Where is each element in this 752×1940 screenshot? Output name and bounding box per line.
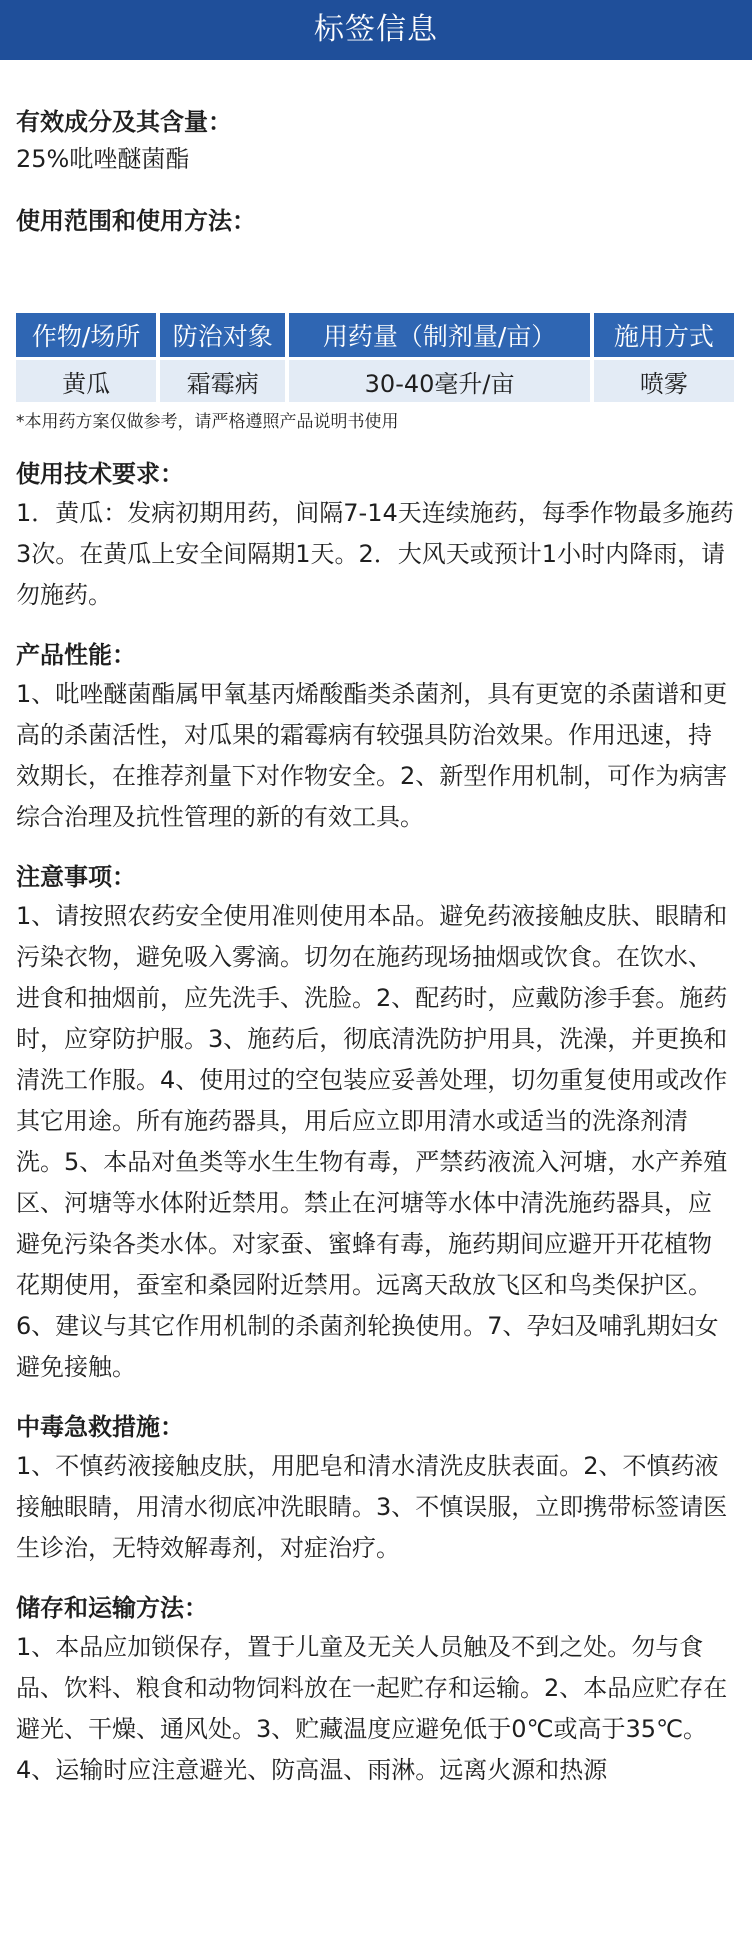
cell-method: 喷雾 (594, 360, 734, 402)
label-content (0, 105, 752, 1791)
usage-note: *本用药方案仅做参考，请严格遵照产品说明书使用 (16, 412, 399, 432)
first-aid-text: 1、不慎药液接触皮肤，用肥皂和清水清洗皮肤表面。2、不慎药液接触眼睛，用清水彻底冲洗眼睛。3、不慎误服，立即携带标签请医生诊治，无特效解毒剂，对症治疗。 (16, 1452, 728, 1562)
precautions-text: 1、请按照农药安全使用准则使用本品。避免药液接触皮肤、眼睛和污染衣物，避免吸入雾滴。切勿在施药现场抽烟或饮食。在饮水、进食和抽烟前，应先洗手、洗脸。2、配药时，应戴防渗手套。施药时，应穿防护服。3、施药后，彻底清洗防护用具，洗澡，并更换和清洗工作服。4、使用过的空包装应妥善处理，切勿重复使用或改作其它用途。所有施药器具，用后应立即用清水或适当的洗涤剂清洗。5、本品对鱼类等水生生物有毒，严禁药液流入河塘，水产养殖区、河塘等水体附近禁用。禁止在河塘等水体中清洗施药器具，应避免污染各类水体。对家蚕、蜜蜂有毒，施药期间应避开开花植物花期使用，蚕室和桑园附近禁用。远离天敌放飞区和鸟类保护区。6、建议与其它作用机制的杀菌剂轮换使用。7、孕妇及哺乳期妇女避免接触。 (16, 902, 728, 1381)
active-ingredient-value: 25%吡唑醚菌酯 (16, 145, 190, 173)
section-precautions (16, 860, 734, 1388)
technical-text: 1．黄瓜：发病初期用药，间隔7-14天连续施药，每季作物最多施药3次。在黄瓜上安全间隔期1天。2．大风天或预计1小时内降雨，请勿施药。 (16, 499, 734, 609)
performance-heading: 产品性能： (16, 641, 136, 669)
first-aid-heading: 中毒急救措施： (16, 1413, 184, 1441)
technical-heading: 使用技术要求： (16, 460, 184, 488)
section-first-aid (16, 1410, 734, 1569)
cell-dosage: 30-40毫升/亩 (289, 360, 589, 402)
precautions-heading: 注意事项： (16, 863, 136, 891)
performance-text: 1、吡唑醚菌酯属甲氧基丙烯酸酯类杀菌剂，具有更宽的杀菌谱和更高的杀菌活性，对瓜果的霜霉病有较强具防治效果。作用迅速，持效期长，在推荐剂量下对作物安全。2、新型作用机制，可作为病害综合治理及抗性管理的新的有效工具。 (16, 680, 728, 831)
column-header-crop: 作物/场所 (16, 313, 156, 357)
column-header-dosage: 用药量（制剂量/亩） (289, 313, 589, 357)
section-performance (16, 638, 734, 838)
page-title: 标签信息 (314, 12, 438, 47)
section-storage (16, 1591, 734, 1791)
usage-table (12, 310, 738, 405)
usage-table-header-row (16, 313, 734, 357)
active-ingredient-heading: 有效成分及其含量： (16, 108, 232, 136)
usage-heading: 使用范围和使用方法： (16, 207, 256, 235)
column-header-target: 防治对象 (160, 313, 285, 357)
storage-text: 1、本品应加锁保存，置于儿童及无关人员触及不到之处。勿与食品、饮料、粮食和动物饲料放在一起贮存和运输。2、本品应贮存在避光、干燥、通风处。3、贮藏温度应避免低于0℃或高于35℃。4、运输时应注意避光、防高温、雨淋。远离火源和热源 (16, 1633, 728, 1784)
section-active-ingredient (16, 105, 734, 180)
table-row (16, 360, 734, 402)
cell-target: 霜霉病 (160, 360, 285, 402)
cell-crop: 黄瓜 (16, 360, 156, 402)
section-technical (16, 457, 734, 616)
column-header-method: 施用方式 (594, 313, 734, 357)
page-header (0, 0, 752, 60)
storage-heading: 储存和运输方法： (16, 1594, 208, 1622)
section-usage (16, 204, 734, 435)
